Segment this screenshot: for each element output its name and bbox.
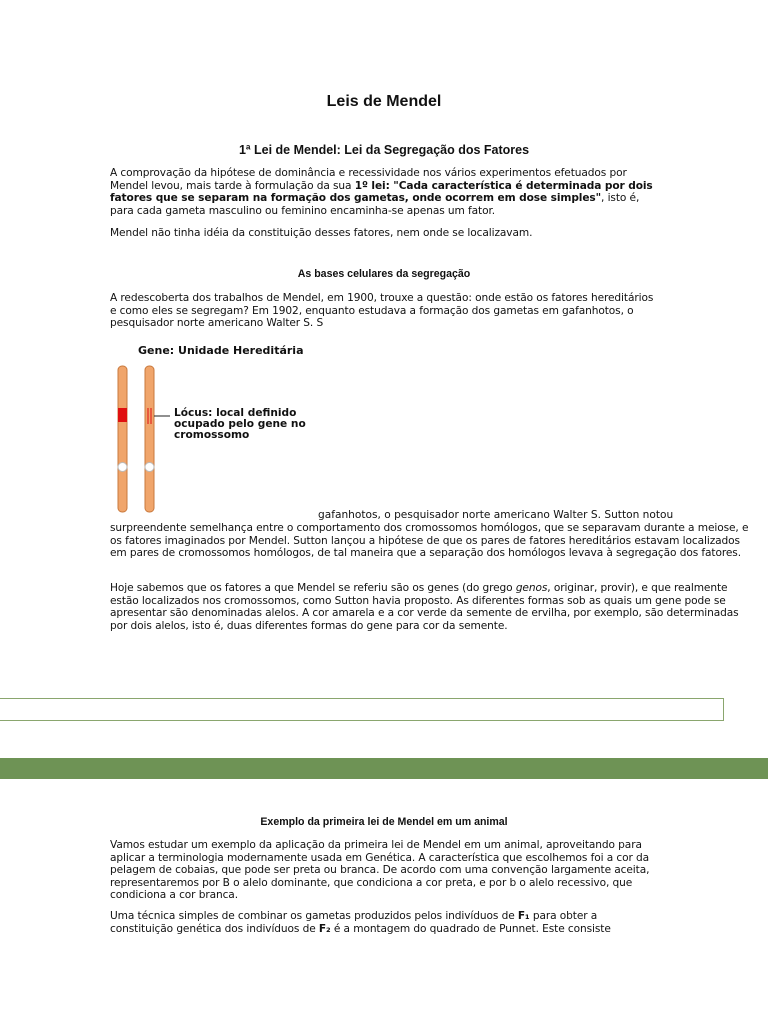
page-title: Leis de Mendel xyxy=(326,93,442,110)
chromosome-left xyxy=(118,366,127,512)
s2-p3-text-b: , originar, provir), e que realmente estão localizados nos cromossomos, como Sutton havia proposto. As diferentes formas sob as quais um gene pode se apresentar são denominadas alelos. A cor amarela e a cor verde da semente de ervilha, por exemplo, são determinadas por dois alelos, isto é, duas diferentes formas do gene para cor da semente. xyxy=(110,582,739,632)
section3-paragraph-1: Vamos estudar um exemplo da aplicação da primeira lei de Mendel em um animal, aproveitando para aplicar a terminologia modernamente usada em Genética. A característica que escolhemos foi a cor da pelagem de cobaias, que pode ser preta ou branca. De acordo com uma convenção largamente aceita, representaremos por B o alelo dominante, que condiciona a cor preta, e por b o alelo recessivo, que condiciona a cor branca. xyxy=(110,839,650,902)
figure-title: Gene: Unidade Hereditária xyxy=(138,344,304,357)
green-divider-bar xyxy=(0,758,768,779)
section1-paragraph-2: Mendel não tinha idéia da constituição desses fatores, nem onde se localizavam. xyxy=(110,227,533,239)
section3-paragraph-2 xyxy=(110,910,662,935)
s1-p1-text-a: A comprovação da hipótese de dominância e recessividade nos vários experimentos efetuados por Mendel levou, mais tarde à formulação da sua xyxy=(110,167,627,192)
centromere-right xyxy=(145,463,154,472)
section2-paragraph-3 xyxy=(110,582,758,632)
s3-p2-f1: F₁ xyxy=(517,910,530,922)
s1-p1-text-c: , isto é, para cada gameta masculino ou feminino encaminha-se apenas um fator. xyxy=(110,192,640,217)
s2-p3-text-a: Hoje sabemos que os fatores a que Mendel se referiu são os genes (do grego xyxy=(110,582,516,594)
section2-paragraph-1: A redescoberta dos trabalhos de Mendel, em 1900, trouxe a questão: onde estão os fatores hereditários e como eles se segregam? Em 1902, enquanto estudava a formação dos gametas em gafanhotos, o pesquisador norte americano Walter S. S xyxy=(110,292,654,330)
horizontal-rule-box xyxy=(0,698,724,721)
section2-paragraph-2-start: gafanhotos, o pesquisador norte americano Walter S. Sutton notou xyxy=(318,509,674,521)
s2-p3-genos: genos xyxy=(515,582,548,594)
section3-heading: Exemplo da primeira lei de Mendel em um animal xyxy=(260,816,508,828)
s1-p1-law: 1º lei: "Cada característica é determinada por dois fatores que se separam na formação dos gametas, onde ocorrem em dose simples" xyxy=(110,179,653,205)
locus-label: Lócus: local definido ocupado pelo gene no cromossomo xyxy=(174,407,306,441)
locus-left xyxy=(118,408,127,422)
centromere-left xyxy=(118,463,127,472)
section1-heading: 1ª Lei de Mendel: Lei da Segregação dos Fatores xyxy=(238,143,530,157)
s3-p2-text-b: para obter a constituição genética dos indivíduos de xyxy=(110,910,598,935)
section1-paragraph-1 xyxy=(110,167,658,217)
section2-paragraph-2: surpreendente semelhança entre o comportamento dos cromossomos homólogos, que se separavam durante a meiose, e os fatores imaginados por Mendel. Sutton lançou a hipótese de que os pares de fatores hereditários estavam localizados em pares de cromossomos homólogos, de tal maneira que a separação dos homólogos levava à segregação dos fatores. xyxy=(110,522,749,560)
s3-p2-f2: F₂ xyxy=(318,922,331,935)
chromosome-figure xyxy=(112,344,312,514)
s3-p2-text-c: é a montagem do quadrado de Punnet. Este consiste xyxy=(330,922,611,935)
section2-heading: As bases celulares da segregação xyxy=(297,268,471,280)
chromosome-right xyxy=(145,366,154,512)
s3-p2-text-a: Uma técnica simples de combinar os gametas produzidos pelos indivíduos de xyxy=(110,910,518,922)
